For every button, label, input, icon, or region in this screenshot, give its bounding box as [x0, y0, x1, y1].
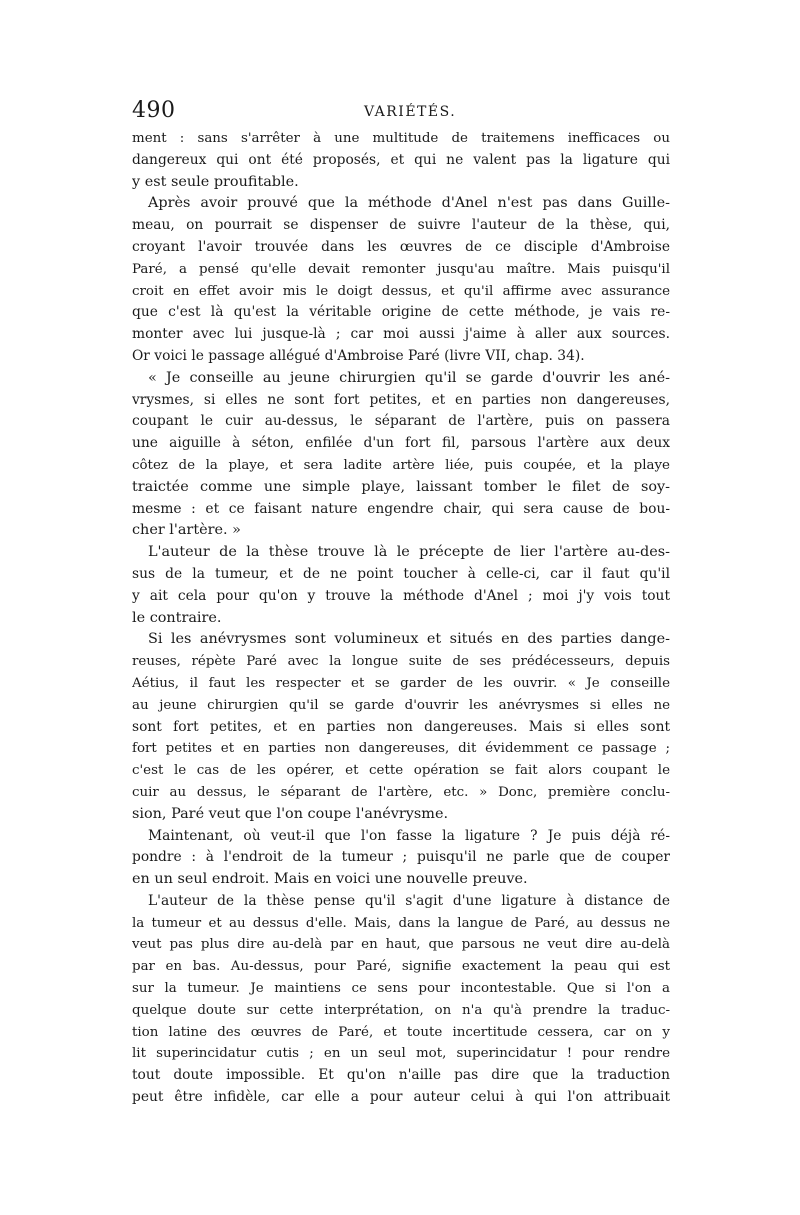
text-line: y est seule proufitable.: [132, 173, 299, 190]
text-line: L'auteur de la thèse trouve là le précepte de lier l'artère au-des-: [148, 544, 670, 561]
text-line: sus de la tumeur, et de ne point toucher à celle-ci, car il faut qu'il: [132, 565, 670, 582]
text-line: au jeune chirurgien qu'il se garde d'ouvrir les anévrysmes si elles ne: [132, 697, 670, 713]
text-line: coupant le cuir au-dessus, le séparant de l'artère, puis on passera: [132, 413, 670, 430]
page-header: [132, 98, 670, 128]
text-line: par en bas. Au-dessus, pour Paré, signifie exactement la peau qui est: [132, 959, 670, 975]
text-line: croit en effet avoir mis le doigt dessus, et qu'il affirme avec assurance: [132, 283, 670, 299]
text-line: cher l'artère. »: [132, 522, 241, 539]
text-line: le contraire.: [132, 609, 222, 626]
text-line: reuses, répète Paré avec la longue suite de ses prédécesseurs, depuis: [132, 654, 670, 670]
text-line: Maintenant, où veut-il que l'on fasse la ligature ? Je puis déjà ré-: [148, 827, 670, 844]
text-line: côtez de la playe, et sera ladite artère liée, puis coupée, et la playe: [132, 457, 670, 473]
text-line: quelque doute sur cette interprétation, on n'a qu'à prendre la traduc-: [132, 1002, 670, 1018]
text-line: la tumeur et au dessus d'elle. Mais, dans la langue de Paré, au dessus ne: [132, 915, 670, 931]
document-page: [132, 98, 670, 1109]
text-line: lit superincidatur cutis ; en un seul mot, superincidatur ! pour rendre: [132, 1046, 670, 1062]
text-line: pondre : à l'endroit de la tumeur ; puisqu'il ne parle que de couper: [132, 849, 670, 866]
text-line: Aétius, il faut les respecter et se garder de les ouvrir. « Je conseille: [132, 675, 670, 691]
text-line: monter avec lui jusque-là ; car moi aussi j'aime à aller aux sources.: [132, 326, 670, 343]
running-title: VARIÉTÉS.: [364, 104, 457, 120]
text-line: sur la tumeur. Je maintiens ce sens pour incontestable. Que si l'on a: [132, 981, 670, 997]
text-line: en un seul endroit. Mais en voici une nouvelle preuve.: [132, 871, 528, 888]
text-line: c'est le cas de les opérer, et cette opération se fait alors coupant le: [132, 763, 670, 779]
text-line: y ait cela pour qu'on y trouve la méthode d'Anel ; moi j'y vois tout: [132, 587, 670, 604]
text-line: « Je conseille au jeune chirurgien qu'il se garde d'ouvrir les ané-: [148, 369, 670, 386]
text-line: cuir au dessus, le séparant de l'artère, etc. » Donc, première conclu-: [132, 784, 670, 800]
text-line: vrysmes, si elles ne sont fort petites, et en parties non dangereuses,: [132, 391, 670, 408]
text-line: Après avoir prouvé que la méthode d'Anel n'est pas dans Guille-: [148, 195, 670, 212]
page-number: 490: [132, 98, 176, 123]
text-line: croyant l'avoir trouvée dans les œuvres de ce disciple d'Ambroise: [132, 238, 670, 255]
text-line: peut être infidèle, car elle a pour auteur celui à qui l'on attribuait: [132, 1089, 670, 1106]
text-line: fort petites et en parties non dangereuses, dit évidemment ce passage ;: [132, 741, 670, 757]
text-line: une aiguille à séton, enfilée d'un fort fil, parsous l'artère aux deux: [132, 435, 670, 452]
text-line: mesme : et ce faisant nature engendre chair, qui sera cause de bou-: [132, 500, 670, 517]
text-line: meau, on pourrait se dispenser de suivre l'auteur de la thèse, qui,: [132, 217, 670, 234]
text-line: dangereux qui ont été proposés, et qui ne valent pas la ligature qui: [132, 151, 670, 168]
text-line: veut pas plus dire au-delà par en haut, que parsous ne veut dire au-delà: [132, 937, 670, 953]
text-line: Paré, a pensé qu'elle devait remonter jusqu'au maître. Mais puisqu'il: [132, 261, 670, 277]
text-line: sont fort petites, et en parties non dangereuses. Mais si elles sont: [132, 718, 670, 735]
text-line: ment : sans s'arrêter à une multitude de traitemens inefficaces ou: [132, 131, 670, 146]
text-line: traictée comme une simple playe, laissant tomber le filet de soy-: [132, 478, 670, 495]
text-line: L'auteur de la thèse pense qu'il s'agit d'une ligature à distance de: [148, 892, 670, 909]
text-line: Or voici le passage allégué d'Ambroise Paré (livre VII, chap. 34).: [132, 347, 585, 364]
text-line: Si les anévrysmes sont volumineux et situés en des parties dange-: [148, 631, 670, 648]
text-line: tout doute impossible. Et qu'on n'aille pas dire que la traduction: [132, 1067, 670, 1084]
text-line: que c'est là qu'est la véritable origine de cette méthode, je vais re-: [132, 304, 670, 321]
body-text: [132, 128, 670, 1109]
text-line: sion, Paré veut que l'on coupe l'anévrysme.: [132, 805, 449, 822]
text-line: tion latine des œuvres de Paré, et toute incertitude cessera, car on y: [132, 1024, 670, 1040]
